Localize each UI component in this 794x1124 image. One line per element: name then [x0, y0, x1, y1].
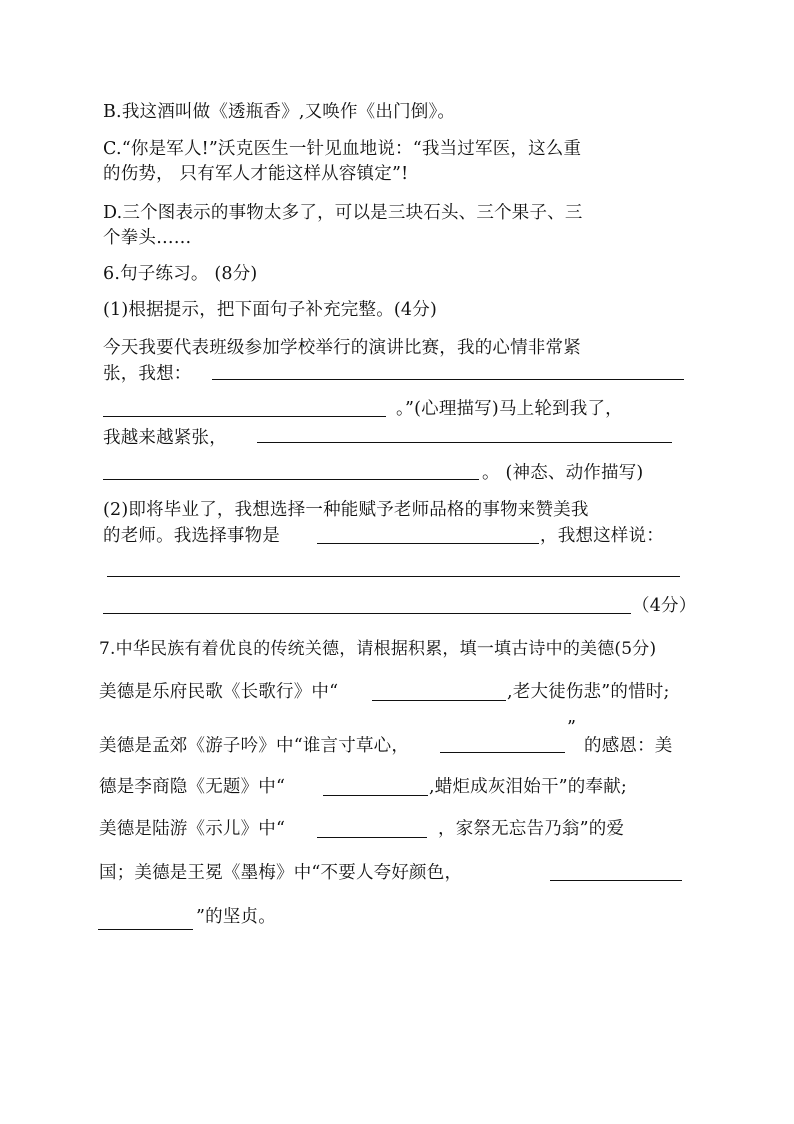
q7-title: 7.中华民族有着优良的传统关德，请根据积累，填一填古诗中的美德(5分)	[99, 639, 657, 659]
q6-part2-blank-say-2[interactable]	[103, 613, 631, 614]
q6-part2-line1: (2)即将毕业了，我想选择一种能赋予老师品格的事物来赞美我	[103, 500, 589, 520]
option-c-line1: C.“你是军人!”沃克医生一针见血地说：“我当过军医，这么重	[103, 139, 582, 159]
q6-title: 6.句子练习。 (8分)	[103, 264, 258, 284]
q7-blank-4[interactable]	[317, 837, 427, 838]
q6-part1-line1: 今天我要代表班级参加学校举行的演讲比赛，我的心情非常紧	[103, 338, 581, 358]
q6-part1-line3-text: 。”(心理描写)马上轮到我了，	[396, 399, 623, 419]
q7-line5-text-a: 国；美德是王冕《墨梅》中“不要人夸好颜色，	[99, 863, 463, 883]
q7-line3-text-a: 德是李商隐《无题》中“	[99, 777, 286, 797]
q6-part1-blank-4[interactable]	[103, 479, 479, 480]
q6-part2-score: （4分）	[632, 596, 697, 616]
q6-part1-blank-2[interactable]	[103, 416, 386, 417]
q7-blank-1[interactable]	[372, 700, 506, 701]
q7-line4-text-a: 美德是陆游《示儿》中“	[99, 819, 286, 839]
q7-line2-quote: ”	[567, 718, 577, 738]
q7-line2-text-b: 的感恩：美	[584, 736, 673, 756]
q7-line1-text-a: 美德是乐府民歌《长歌行》中“	[99, 682, 339, 702]
option-d-line2: 个拳头……	[103, 228, 192, 248]
q7-blank-5b[interactable]	[98, 929, 193, 930]
q7-line4-text-b: ，家祭无忘告乃翁”的爱	[438, 819, 625, 839]
q6-part1-blank-1[interactable]	[212, 379, 684, 380]
option-d-line1: D.三个图表示的事物太多了，可以是三块石头、三个果子、三	[103, 203, 583, 223]
q6-part1-line5-text: 。 (神态、动作描写)	[482, 463, 644, 483]
q7-line3-text-b: ,蜡炬成灰泪始干”的奉献;	[429, 777, 628, 797]
q6-part2-line2-text-b: ，我想这样说：	[540, 526, 664, 546]
q7-line6-text-b: ”的坚贞。	[196, 907, 276, 927]
q7-blank-3[interactable]	[323, 795, 428, 796]
q7-blank-2[interactable]	[440, 752, 565, 753]
q6-part2-blank-object[interactable]	[317, 543, 539, 544]
q7-line2-text-a: 美德是孟郊《游子吟》中“谁言寸草心，	[99, 736, 410, 756]
q6-part2-line2-text-a: 的老师。我选择事物是	[103, 526, 280, 546]
q7-blank-5a[interactable]	[550, 880, 682, 881]
q7-line1-text-b: ,老大徒伤悲”的惜时;	[507, 682, 670, 702]
q6-part1-line4-text: 我越来越紧张，	[103, 428, 227, 448]
option-b: B.我这酒叫做《透瓶香》,又唤作《出门倒》。	[103, 102, 456, 122]
q6-part2-blank-say-1[interactable]	[107, 576, 680, 577]
option-c-line2: 的伤势， 只有军人才能这样从容镇定”!	[103, 164, 409, 184]
q6-part1-line2-text: 张，我想：	[103, 364, 192, 384]
q6-part1-line2	[103, 362, 192, 386]
q6-part1-title: (1)根据提示，把下面句子补充完整。(4分)	[103, 300, 437, 320]
q6-part1-blank-3[interactable]	[257, 442, 672, 443]
